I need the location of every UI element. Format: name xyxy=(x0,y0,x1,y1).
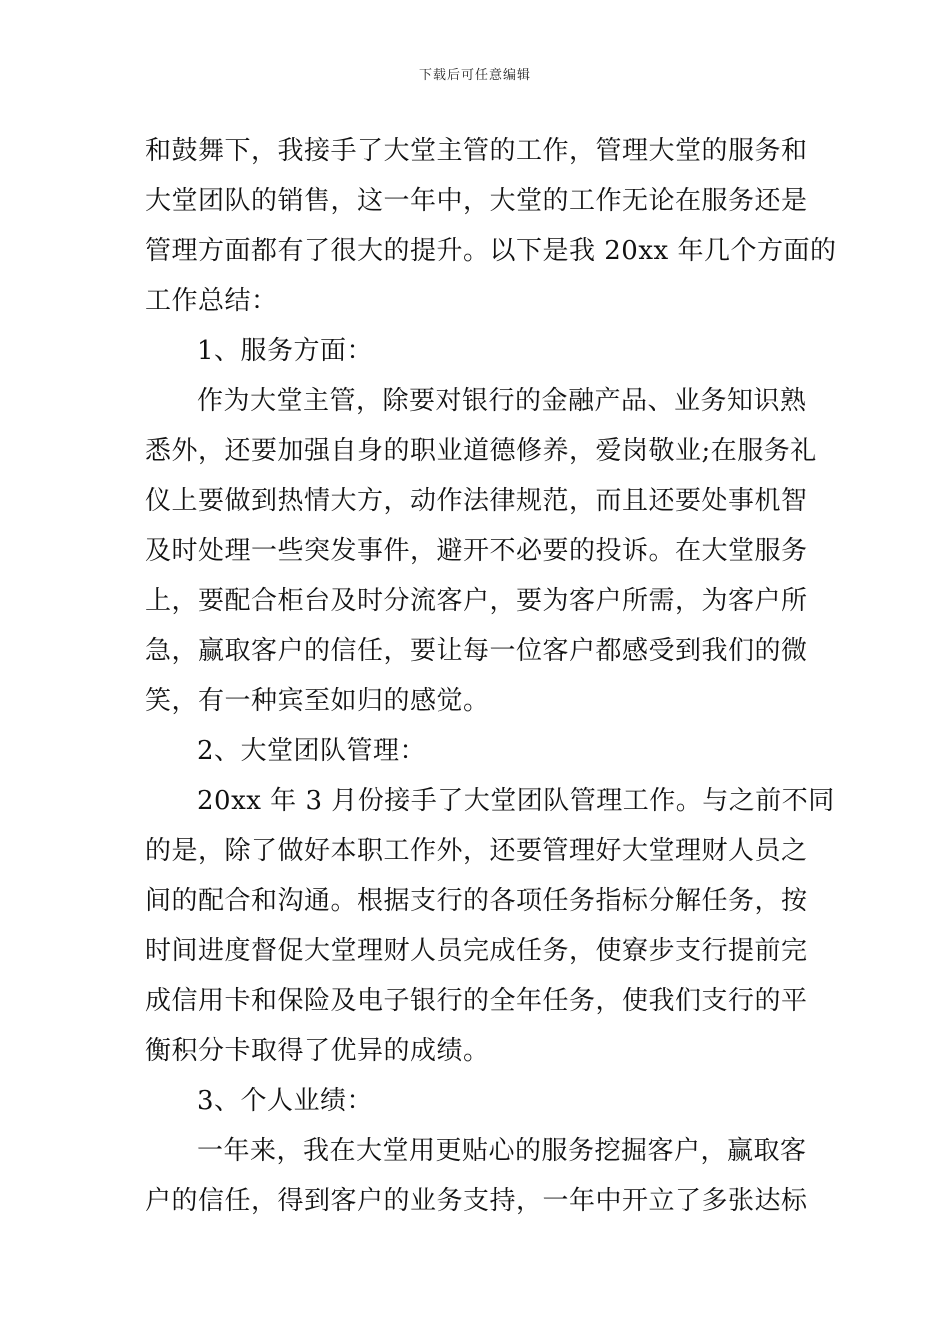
page-header: 下载后可任意编辑 xyxy=(418,68,531,83)
document-body xyxy=(145,126,837,1226)
text-line: 20xx 年 3 月份接手了大堂团队管理工作。与之前不同 xyxy=(197,786,835,816)
text-line: 作为大堂主管，除要对银行的金融产品、业务知识熟 xyxy=(197,386,807,416)
text-line: 一年来，我在大堂用更贴心的服务挖掘客户，赢取客 xyxy=(197,1136,807,1166)
text-line: 及时处理一些突发事件，避开不必要的投诉。在大堂服务 xyxy=(145,536,808,566)
text-line: 急，赢取客户的信任，要让每一位客户都感受到我们的微 xyxy=(145,636,808,666)
text-line: 工作总结： xyxy=(145,286,278,316)
text-line: 时间进度督促大堂理财人员完成任务，使寮步支行提前完 xyxy=(145,936,808,966)
text-line: 的是，除了做好本职工作外，还要管理好大堂理财人员之 xyxy=(145,836,808,866)
section-heading-service: 1、服务方面： xyxy=(197,336,374,366)
text-line: 间的配合和沟通。根据支行的各项任务指标分解任务，按 xyxy=(145,886,808,916)
section-heading-team-management: 2、大堂团队管理： xyxy=(197,736,427,766)
text-line: 大堂团队的销售，这一年中，大堂的工作无论在服务还是 xyxy=(145,186,808,216)
text-line: 笑，有一种宾至如归的感觉。 xyxy=(145,686,490,716)
text-line: 衡积分卡取得了优异的成绩。 xyxy=(145,1036,490,1066)
text-line: 悉外，还要加强自身的职业道德修养，爱岗敬业;在服务礼 xyxy=(145,436,817,466)
text-line: 上，要配合柜台及时分流客户，要为客户所需，为客户所 xyxy=(145,586,808,616)
text-line: 户的信任，得到客户的业务支持，一年中开立了多张达标 xyxy=(145,1186,808,1216)
text-line: 和鼓舞下，我接手了大堂主管的工作，管理大堂的服务和 xyxy=(145,136,808,166)
text-line: 仪上要做到热情大方，动作法律规范，而且还要处事机智 xyxy=(145,486,808,516)
text-line: 管理方面都有了很大的提升。以下是我 20xx 年几个方面的 xyxy=(145,236,837,266)
section-heading-personal-performance: 3、个人业绩： xyxy=(197,1086,374,1116)
text-line: 成信用卡和保险及电子银行的全年任务，使我们支行的平 xyxy=(145,986,808,1016)
